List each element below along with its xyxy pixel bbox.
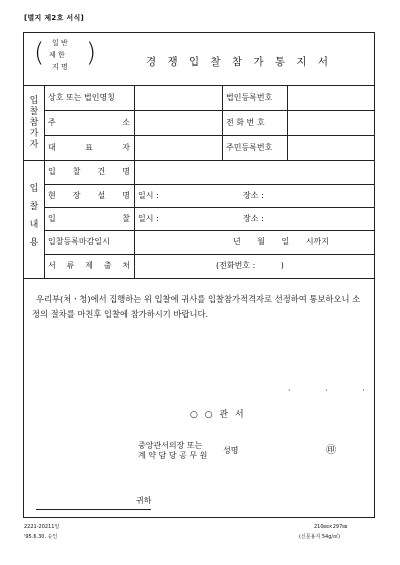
bidder-section-label: 입 찰 참 가 자	[29, 96, 39, 150]
site-briefing-label: 현 장 설 명	[48, 191, 130, 200]
seal-mark: ㊞	[326, 445, 336, 456]
document-title: 경 쟁 입 찰 참 가 통 지 서	[146, 56, 332, 68]
bid-title-label: 입 찰 건 명	[48, 167, 130, 176]
corp-reg-no-label: 법인등록번호	[226, 93, 273, 102]
bid-date-label: 일시 :	[138, 214, 159, 223]
type-option-general: 일 반	[52, 39, 68, 47]
address-label: 주 소	[48, 118, 130, 127]
bid-section-label: 입 찰 내 용	[29, 184, 39, 248]
representative-label: 대 표 자	[48, 143, 130, 152]
submission-phone-value: (전화번호 : )	[216, 261, 284, 270]
issuer-name-label: 성명	[223, 446, 239, 455]
company-name-label: 상호 또는 법인명칭	[48, 93, 115, 102]
paper-size: 210㎜×297㎜	[314, 524, 348, 530]
issuer-role-line2: 계 약 담 당 공 무 원	[138, 451, 208, 460]
issuer-role-line1: 중앙관서의장 또는	[138, 441, 203, 450]
date-dots: · · ·	[288, 386, 381, 395]
registration-deadline-value: 년 월 일 시까지	[233, 237, 329, 246]
addressee-label: 귀하	[136, 496, 152, 505]
form-number: 2221-20211일	[24, 524, 60, 530]
resident-reg-no-label: 주민등록번호	[226, 143, 273, 152]
type-option-restricted: 제 한	[49, 51, 65, 59]
submission-place-label: 서 류 제 출 처	[48, 261, 130, 270]
approval-date: '95.6.30. 승인	[24, 534, 58, 540]
issuing-office: ○ ○ 관 서	[190, 410, 246, 420]
open-paren: (	[34, 38, 45, 68]
registration-deadline-label: 입찰등록마감일시	[48, 237, 110, 246]
site-briefing-place-label: 장소 :	[243, 191, 264, 200]
close-paren: )	[86, 38, 97, 68]
site-briefing-date-label: 일시 :	[138, 191, 159, 200]
bid-label: 입 찰	[48, 214, 130, 223]
paper-type: (신문용지 54g/㎡)	[299, 534, 341, 540]
form-label: [별지 제2호 서식]	[24, 14, 85, 22]
bid-place-label: 장소 :	[243, 214, 264, 223]
type-option-designated: 지 명	[52, 63, 68, 71]
phone-label: 전 화 번 호	[226, 118, 265, 127]
notice-body-text: 우리부(처ㆍ청)에서 집행하는 위 입찰에 귀사를 입찰참가적격자로 선정하여 통보하오니 소정의 절차를 마친후 입찰에 참가하시기 바랍니다.	[32, 294, 361, 319]
